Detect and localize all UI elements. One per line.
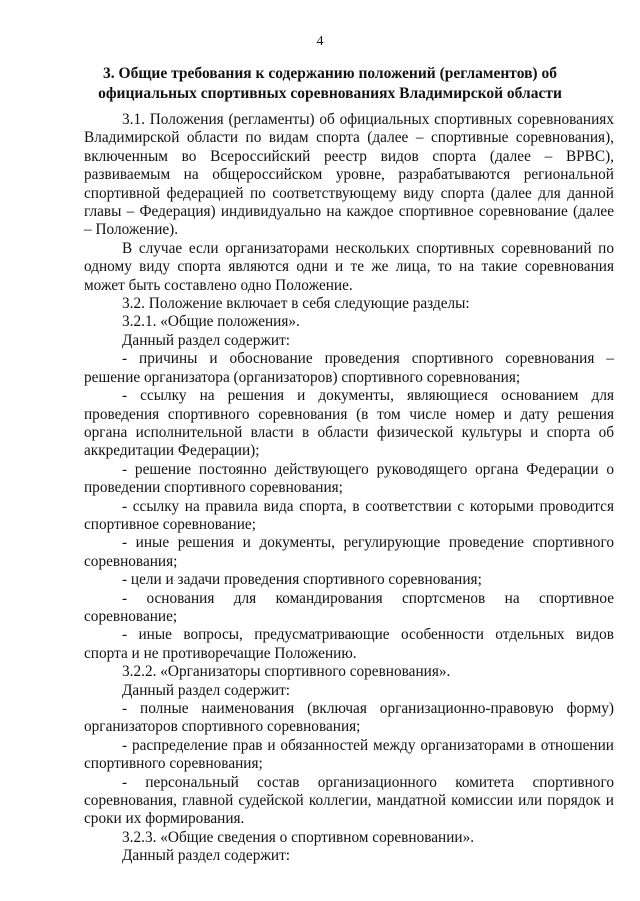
section-heading-line-1: 3. Общие требования к содержанию положений (регламентов) об (103, 65, 557, 82)
list-item: - ссылку на правила вида спорта, в соответствии с которыми проводится спортивное соревнование; (84, 497, 614, 533)
paragraph-3-2-3: 3.2.3. «Общие сведения о спортивном соревновании». (122, 828, 475, 846)
paragraph-section-contains: Данный раздел содержит: (122, 681, 291, 699)
paragraph-section-contains: Данный раздел содержит: (122, 847, 291, 865)
paragraph-section-contains: Данный раздел содержит: (122, 331, 291, 349)
section-heading-line-2: официальных спортивных соревнованиях Владимирской области (98, 85, 562, 102)
list-item: - основания для командирования спортсменов на спортивное соревнование; (84, 589, 614, 625)
list-item: - полные наименования (включая организационно-правовую форму) организаторов спортивного соревнования; (84, 700, 614, 736)
paragraph-3-2-2: 3.2.2. «Организаторы спортивного соревнования». (122, 663, 451, 681)
paragraph-single-position: В случае если организаторами нескольких спортивных соревнований по одному виду спорта являются одни и те же лица, то на такие соревнования может быть составлено одно Положение. (84, 239, 614, 294)
list-item: - персональный состав организационного комитета спортивного соревнования, главной судейской коллегии, мандатной комиссии или порядок и сроки их формирования. (84, 773, 614, 828)
list-item: - причины и обоснование проведения спортивного соревнования – решение организатора (организаторов) спортивного соревнования; (84, 350, 614, 386)
list-item: - распределение прав и обязанностей между организаторами в отношении спортивного соревнования; (84, 736, 614, 773)
paragraph-3-2: 3.2. Положение включает в себя следующие разделы: (122, 295, 470, 313)
list-item: - иные решения и документы, регулирующие проведение спортивного соревнования; (84, 534, 614, 570)
paragraph-3-2-1: 3.2.1. «Общие положения». (122, 313, 300, 331)
paragraph-3-1: 3.1. Положения (регламенты) об официальных спортивных соревнованиях Владимирской области по видам спорта (далее – спортивные соревнования), включенным во Всероссийский реестр видов спорта (далее – ВРВС), развиваемым на общероссийском уровне, разрабатываются региональной спортивной федерацией по соответствующему виду спорта (далее для данной главы – Федерация) индивидуально на каждое спортивное соревнование (далее – Положение). (84, 111, 614, 239)
page-number: 4 (316, 34, 324, 49)
section-body (84, 111, 614, 866)
section-heading (90, 64, 570, 104)
list-item: - иные вопросы, предусматривающие особенности отдельных видов спорта и не противоречащие Положению. (84, 626, 614, 662)
list-item: - решение постоянно действующего руководящего органа Федерации о проведении спортивного соревнования; (84, 460, 614, 497)
list-item: - ссылку на решения и документы, являющиеся основанием для проведения спортивного соревнования (в том числе номер и дату решения органа исполнительной власти в области физической культуры и спорта об аккредитации Федерации); (84, 387, 614, 460)
list-item: - цели и задачи проведения спортивного соревнования; (122, 571, 482, 589)
